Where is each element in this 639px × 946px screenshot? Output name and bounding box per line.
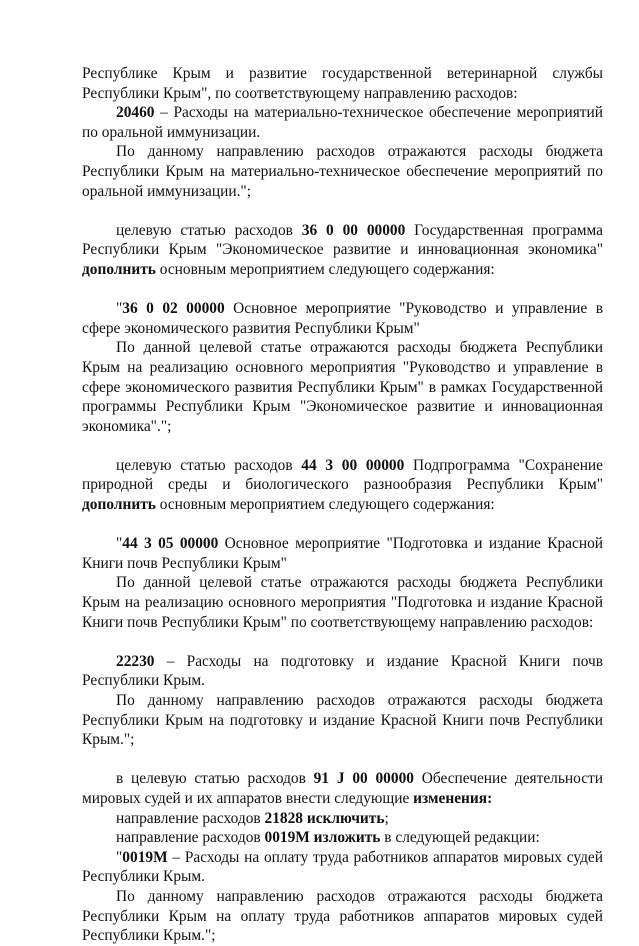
text-fragment: целевую статью расходов <box>116 221 302 239</box>
paragraph-44-3-05-description: По данной целевой статье отражаются расходы бюджета Республики Крым на реализацию основного мероприятия "Подготовка и издание Красной Книги почв Республики Крым" по соответствующему направлению расходов: <box>82 574 603 631</box>
paragraph-44-3-05 <box>82 534 603 573</box>
text-fragment: " <box>116 848 123 866</box>
spacer <box>82 436 603 456</box>
action-word: дополнить <box>82 496 156 514</box>
text-fragment: Обеспечение деятельности мировых судей и их аппаратов внести следующие <box>82 770 603 807</box>
paragraph-22230 <box>82 652 603 691</box>
target-code: 36 0 00 00000 <box>301 221 406 239</box>
text-fragment: в целевую статью расходов <box>116 770 314 788</box>
document-page <box>82 64 603 946</box>
target-code: 91 J 00 00000 <box>313 770 414 788</box>
paragraph-0019M <box>82 848 603 887</box>
expense-code-action: 21828 исключить <box>264 809 385 827</box>
spacer <box>82 632 603 652</box>
paragraph-veterinary-continuation: Республике Крым и развитие государственной ветеринарной службы Республики Крым", по соответствующему направлению расходов: <box>82 65 603 102</box>
text-fragment: целевую статью расходов <box>116 456 302 474</box>
text-fragment: направление расходов <box>116 809 265 827</box>
paragraph-22230-description: По данному направлению расходов отражаются расходы бюджета Республики Крым на подготовку и издание Красной Книги почв Республики Крым."; <box>82 692 603 749</box>
paragraph-20460 <box>82 103 603 142</box>
paragraph-target-44 <box>82 456 603 515</box>
action-word: дополнить <box>82 260 156 278</box>
text-fragment: Основное мероприятие "Подготовка и издание Красной Книги почв Республики Крым" <box>82 535 603 572</box>
text-fragment: – Расходы на оплату труда работников аппаратов мировых судей Республики Крым. <box>82 848 603 886</box>
target-code: 44 3 00 00000 <box>301 456 405 474</box>
spacer <box>82 280 603 300</box>
paragraph-0019M-description: По данному направлению расходов отражаются расходы бюджета Республики Крым на оплату труда работников аппаратов мировых судей Республики Крым."; <box>82 887 603 945</box>
text-fragment: " <box>116 300 123 318</box>
text-fragment: основным мероприятием следующего содержания: <box>155 496 495 514</box>
paragraph-target-36 <box>82 221 603 280</box>
text-fragment: Государственная программа Республики Крым "Экономическое развитие и инновационная экономика" <box>82 221 603 259</box>
paragraph-36-0-02 <box>82 299 603 338</box>
expense-code: 0019М <box>122 848 168 866</box>
paragraph-20460-description: По данному направлению расходов отражаются расходы бюджета Республики Крым на материально-техническое обеспечение мероприятий по оральной иммунизации."; <box>82 143 603 200</box>
expense-text: – Расходы на материально-техническое обеспечение мероприятий по оральной иммунизации. <box>82 104 603 141</box>
spacer <box>82 515 603 535</box>
paragraph-restate-0019M <box>82 828 603 848</box>
paragraph-36-0-02-description: По данной целевой статье отражаются расходы бюджета Республики Крым на реализацию основного мероприятия "Руководство и управление в сфере экономического развития Республики Крым" в рамках Государственной программы Республики Крым "Экономическое развитие и инновационная экономика"."; <box>82 339 603 435</box>
spacer <box>82 201 603 221</box>
paragraph-target-91 <box>82 769 603 808</box>
text-fragment: основным мероприятием следующего содержания: <box>155 260 495 278</box>
text-fragment: в следующей редакции: <box>380 829 540 847</box>
target-code: 44 3 05 00000 <box>122 535 219 553</box>
expense-code: 22230 <box>116 652 155 670</box>
text-fragment: Основное мероприятие "Руководство и управление в сфере экономического развития Республики Крым" <box>82 300 603 337</box>
action-word: изменения: <box>413 789 493 807</box>
spacer <box>82 750 603 770</box>
text-fragment: ; <box>384 809 389 827</box>
expense-code: 20460 <box>116 104 155 122</box>
text-fragment: " <box>116 535 123 553</box>
text-fragment: направление расходов <box>116 829 265 847</box>
expense-text: – Расходы на подготовку и издание Красной Книги почв Республики Крым. <box>82 652 603 690</box>
paragraph-exclude-21828 <box>82 809 603 829</box>
target-code: 36 0 02 00000 <box>122 300 225 318</box>
expense-code-action: 0019М изложить <box>264 829 381 847</box>
text-fragment: Подпрограмма "Сохранение природной среды и биологического разнообразия Республики Крым" <box>82 456 603 494</box>
